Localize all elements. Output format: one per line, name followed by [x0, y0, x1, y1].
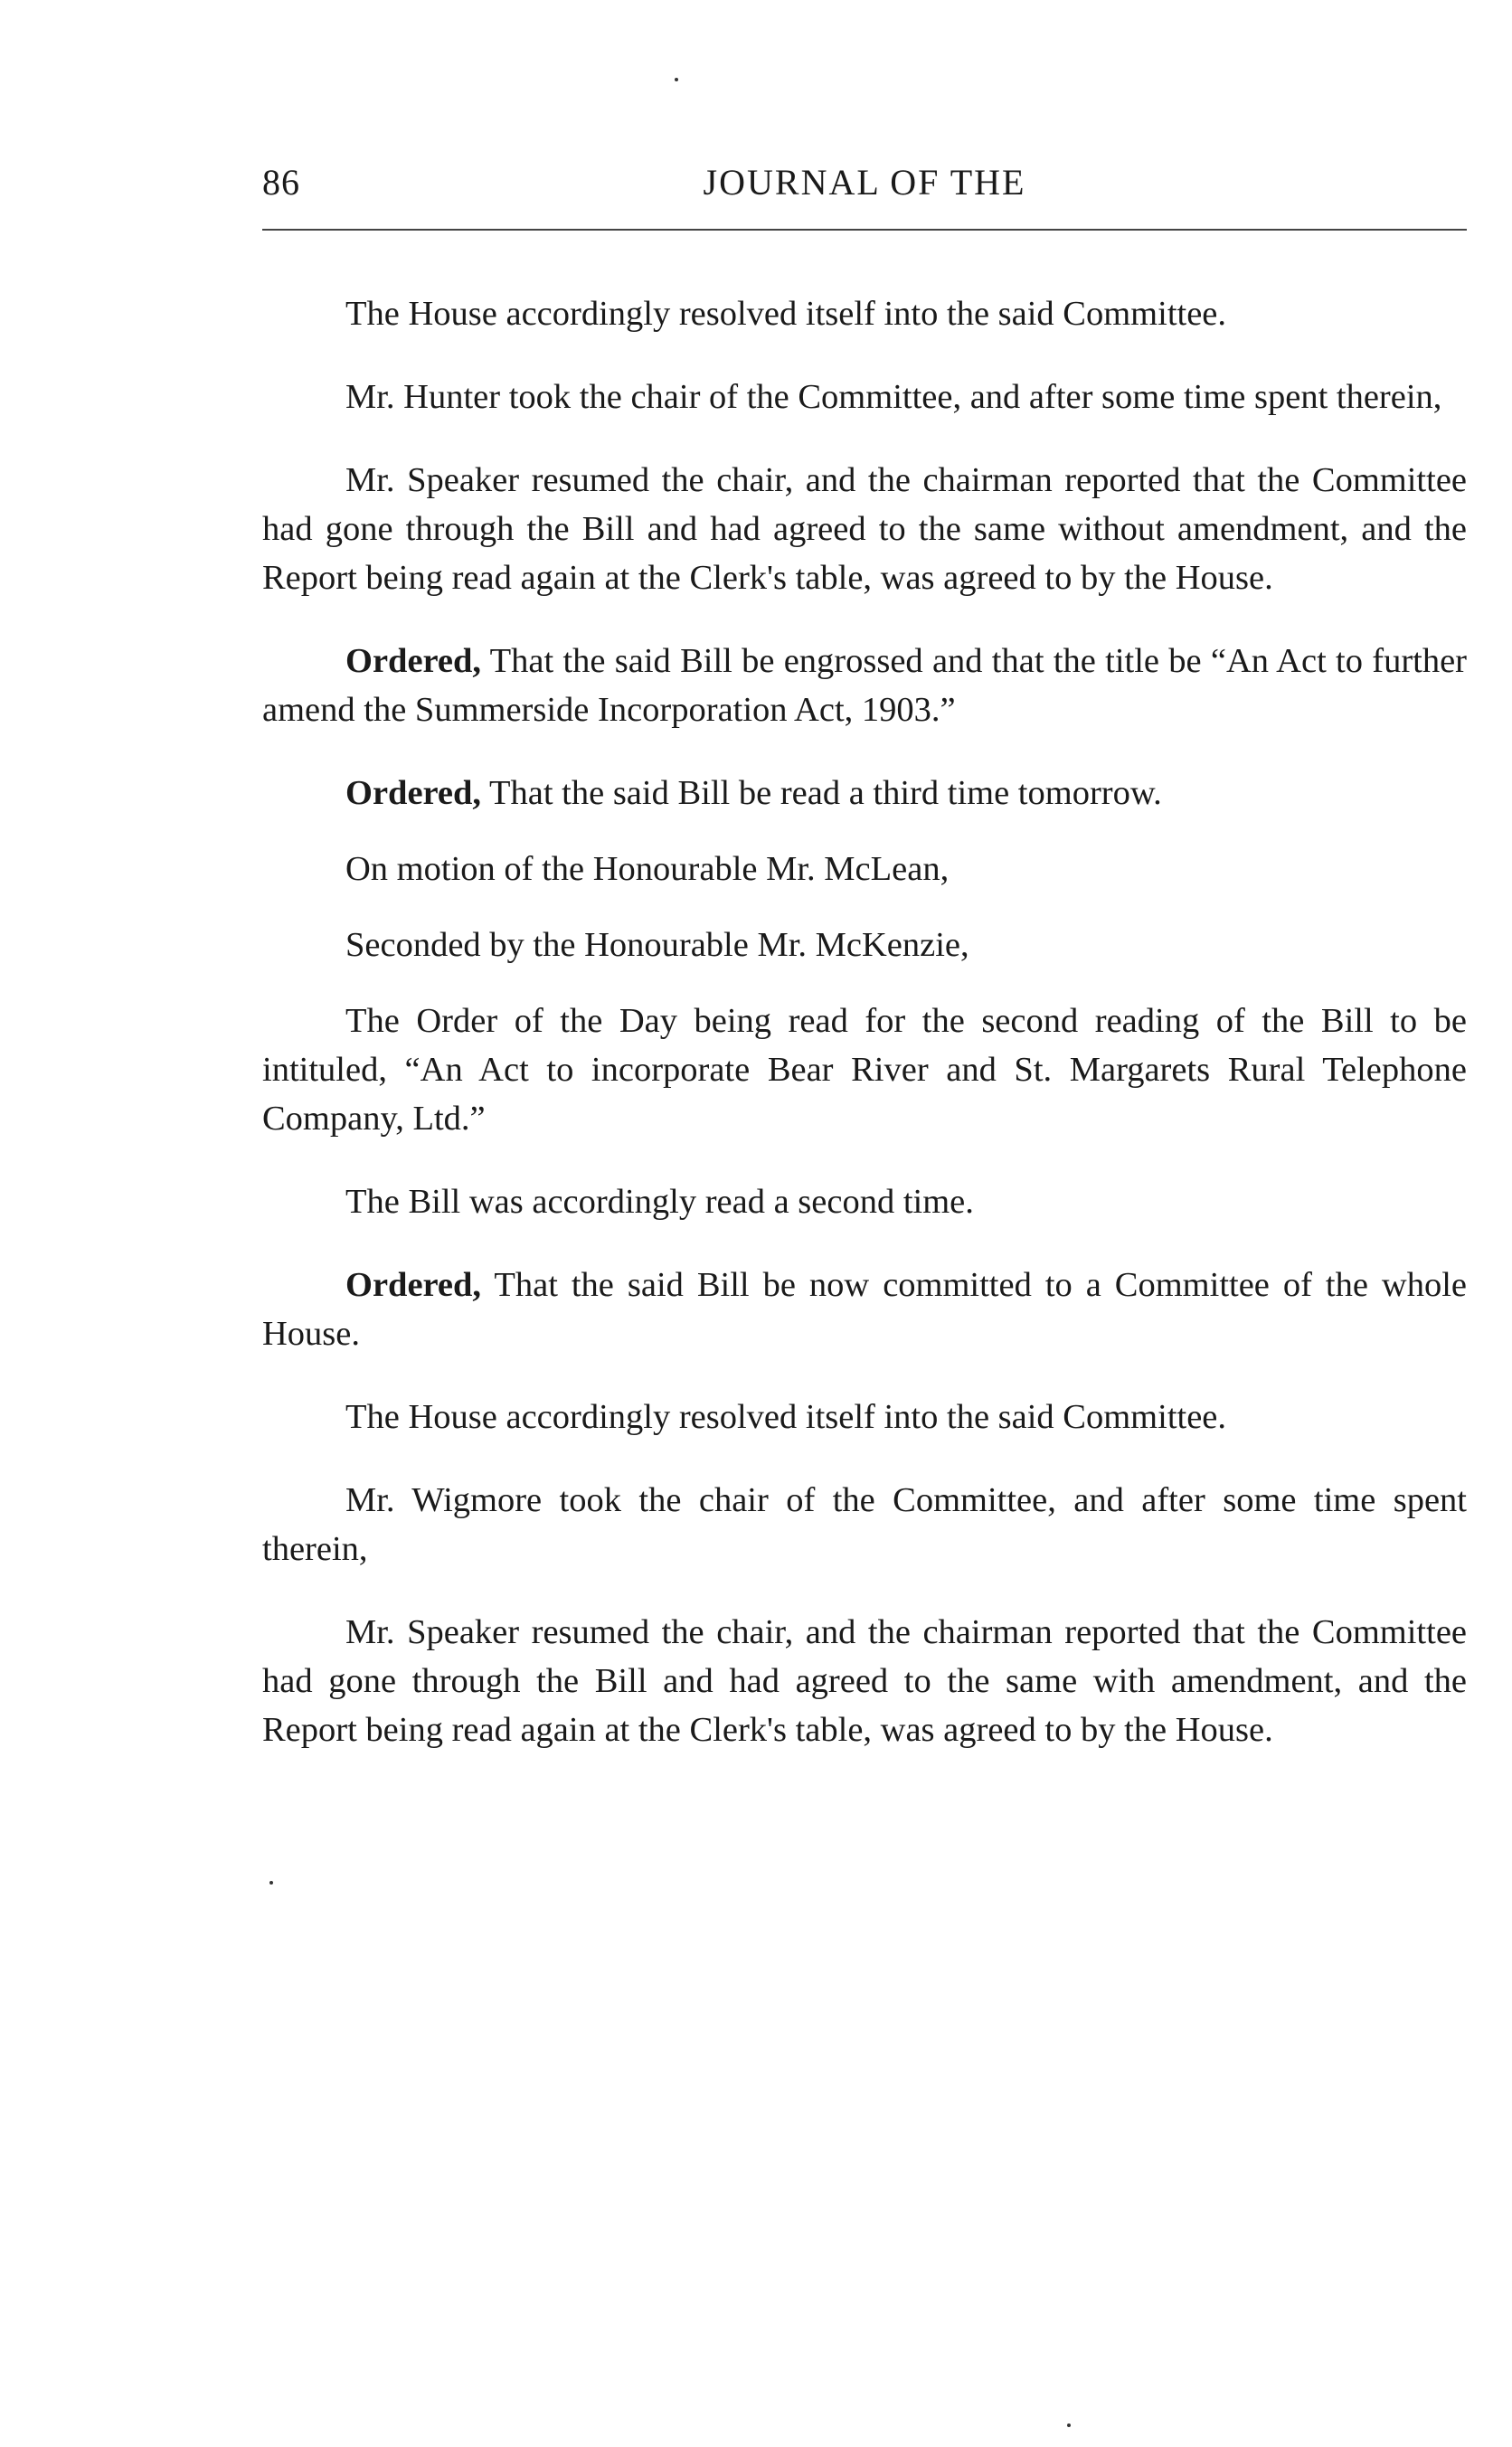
paragraph: Ordered, That the said Bill be now committed to a Committee of the whole House.: [262, 1266, 1467, 1353]
paragraph: Seconded by the Honourable Mr. McKenzie,: [345, 926, 969, 964]
paragraph: Mr. Speaker resumed the chair, and the chairman reported that the Committee had gone through the Bill and had agreed to the same with amendment, and the Report being read again at the Clerk's table, was agreed to by the House.: [262, 1613, 1467, 1749]
running-title: JOURNAL OF THE: [703, 162, 1026, 203]
header-rule: [262, 229, 1467, 231]
paragraph: Mr. Wigmore took the chair of the Committee, and after some time spent therein,: [262, 1481, 1467, 1568]
running-head: [262, 136, 1467, 203]
paragraph: The Order of the Day being read for the second reading of the Bill to be intituled, “An Act to incorporate Bear River and St. Margarets Rural Telephone Company, Ltd.”: [262, 1002, 1467, 1138]
ink-speck: [269, 1881, 273, 1885]
paragraph: Ordered, That the said Bill be engrossed and that the title be “An Act to further amend the Summerside Incorporation Act, 1903.”: [262, 642, 1467, 729]
paragraph: Mr. Speaker resumed the chair, and the chairman reported that the Committee had gone through the Bill and had agreed to the same without amendment, and the Report being read again at the Clerk's table, was agreed to by the House.: [262, 461, 1467, 597]
ordered-lead: Ordered,: [345, 1266, 482, 1304]
paragraph: Ordered, That the said Bill be read a third time tomorrow.: [345, 774, 1162, 812]
ink-speck: [1067, 2423, 1071, 2427]
paragraph: The House accordingly resolved itself into the said Committee.: [345, 1398, 1227, 1436]
paragraph: Mr. Hunter took the chair of the Committee, and after some time spent therein,: [345, 378, 1442, 416]
ordered-lead: Ordered,: [345, 642, 482, 680]
paragraph: The House accordingly resolved itself into the said Committee.: [345, 295, 1227, 333]
paragraph: The Bill was accordingly read a second time.: [345, 1183, 974, 1221]
body-text: [262, 289, 1467, 1789]
page-number: 86: [262, 162, 300, 203]
ink-speck: [675, 78, 678, 81]
ordered-lead: Ordered,: [345, 774, 482, 812]
journal-page: [262, 136, 1467, 1749]
paragraph: On motion of the Honourable Mr. McLean,: [345, 850, 950, 888]
